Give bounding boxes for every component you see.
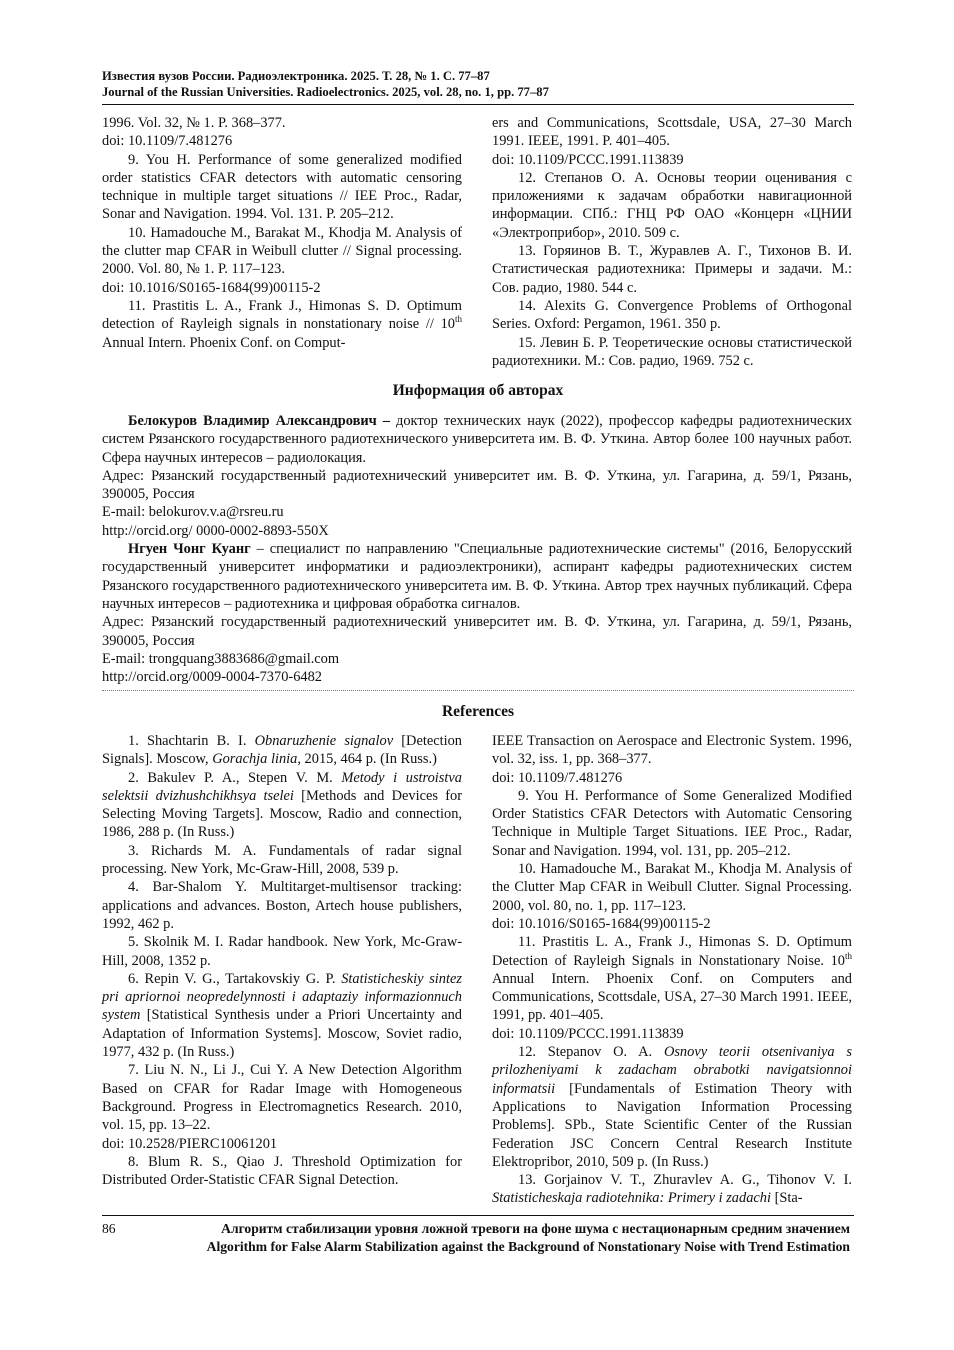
footer-rule xyxy=(102,1215,854,1216)
en-ref-8-continuation: IEEE Transaction on Aerospace and Electronic System. 1996, vol. 32, iss. 1, pp. 368–377. xyxy=(492,733,852,768)
ru-references-right-column xyxy=(492,114,852,370)
en-ref-1-authors: 1. Shachtarin B. I. xyxy=(128,733,255,749)
en-ref-8: 8. Blum R. S., Qiao J. Threshold Optimization for Distributed Order-Statistic CFAR Signal Detection. xyxy=(102,1153,462,1189)
ru-ref-11-doi: doi: 10.1109/PCCC.1991.113839 xyxy=(492,151,684,168)
en-ref-2-authors: 2. Bakulev P. A., Stepen V. M. xyxy=(128,769,342,786)
journal-header-en: Journal of the Russian Universities. Radioelectronics. 2025, vol. 28, no. 1, pp. 77–87 xyxy=(102,85,549,99)
en-ref-10-doi: doi: 10.1016/S0165-1684(99)00115-2 xyxy=(492,915,711,932)
en-ref-6-authors: 6. Repin V. G., Tartakovskiy G. P. xyxy=(128,970,342,987)
en-ref-11 xyxy=(492,933,852,1024)
en-ref-1-title: Obnaruzhenie signalov xyxy=(254,733,394,749)
en-ref-10: 10. Hamadouche M., Barakat M., Khodja M. Analysis of the Clutter Map CFAR in Weibull Clutter. Signal Processing. 2000, vol. 80, no. 1, pp. 117–123. xyxy=(492,861,852,914)
header-rule xyxy=(102,104,854,105)
ru-ref-10-doi: doi: 10.1016/S0165-1684(99)00115-2 xyxy=(102,279,321,296)
en-ref-13 xyxy=(492,1171,852,1208)
ru-ref-14: 14. Alexits G. Convergence Problems of Orthogonal Series. Oxford: Pergamon, 1961. 350 p. xyxy=(492,297,852,333)
ru-ref-9: 9. You H. Performance of some generalized modified order statistics CFAR detectors with automatic censoring technique in multiple target situations // IEE Proc., Radar, Sonar and Navigation. 1994. Vol. 131. P. 205–212. xyxy=(102,151,462,223)
ru-ref-15: 15. Левин Б. Р. Теоретические основы статистической радиотехники. М.: Сов. радио, 1969. 752 с. xyxy=(492,334,852,369)
en-ref-9: 9. You H. Performance of Some Generalized Modified Order Statistics CFAR Detectors with Automatic Censoring Technique in Multiple Target Situations. IEE Proc., Radar, Sonar and Navigation. 1994, vol. 131, pp. 205–212. xyxy=(492,787,852,859)
ru-ref-12: 12. Степанов О. А. Основы теории оценивания с приложениями к задачам обработки навигационной информации. СПб.: ГНЦ РФ ОАО «Концерн «ЦНИИ «Электроприбор», 2010. 509 с. xyxy=(492,169,852,241)
author-2-bio-text: – специалист по направлению "Специальные радиотехнические системы" (2016, Белорусский государственный университет информатики и радиоэлектроники), аспирант кафедры радиотехнических систем Рязанского государственного радиотехнического университета им. В. Ф. Уткина. Автор трех научных публикаций. Сфера научных интересов – радиотехника и цифровая обработка сигналов. xyxy=(102,541,852,612)
author-2-email: E-mail: trongquang3883686@gmail.com xyxy=(102,650,340,667)
en-references-right-column xyxy=(492,732,852,1208)
authors-section-title: Информация об авторах xyxy=(392,382,564,399)
author-2-name: Нгуен Чонг Куанг xyxy=(128,541,251,558)
en-ref-4: 4. Bar-Shalom Y. Multitarget-multisensor tracking: applications and advances. Boston, Artech house publishers, 1992, 462 p. xyxy=(102,879,462,932)
ru-ref-13: 13. Горяинов В. Т., Журавлев А. Г., Тихонов В. И. Статистическая радиотехника: Примеры и задачи. М.: Сов. радио, 1980. 544 с. xyxy=(492,243,852,296)
en-ref-2 xyxy=(102,769,462,842)
section-divider xyxy=(102,690,854,691)
en-ref-12-title: Osnovy teorii otsenivaniya s prilozheniyami k zadacham obrabotki navigatsionnoi informatsii xyxy=(492,1044,853,1097)
author-1-bio-text: доктор технических наук (2022), профессор кафедры радиотехнических систем Рязанского государственного радиотехнического университета им. В. Ф. Уткина. Автор более 100 научных работ. Сфера научных интересов – радиолокация. xyxy=(102,413,852,466)
ru-references-left-column xyxy=(102,114,462,352)
en-ref-13-title: Statisticheskaja radiotehnika: Primery i zadachi xyxy=(492,1190,771,1207)
author-2-address: Адрес: Рязанский государственный радиотехнический университет им. В. Ф. Уткина, ул. Гагарина, д. 59/1, Рязань, 390005, Россия xyxy=(102,614,852,649)
en-ref-6-title: Statisticheskiy sintez pri apriornoi neopredelynnosti i adaptaziy informazionnuch system xyxy=(102,970,462,1024)
ru-ref-11-text-end: Annual Intern. Phoenix Conf. on Comput- xyxy=(102,334,346,351)
en-references-left-column xyxy=(102,732,462,1189)
en-ref-13-authors: 13. Gorjainov V. T., Zhuravlev A. G., Tihonov V. I. xyxy=(518,1172,852,1189)
journal-header-ru: Известия вузов России. Радиоэлектроника. 2025. Т. 28, № 1. С. 77–87 xyxy=(102,69,490,83)
en-ref-1 xyxy=(102,732,462,769)
en-ref-5: 5. Skolnik M. I. Radar handbook. New York, Mc-Graw-Hill, 2008, 1352 p. xyxy=(102,934,462,969)
ru-ref-10: 10. Hamadouche M., Barakat M., Khodja M. Analysis of the clutter map CFAR in Weibull clutter // Signal processing. 2000. Vol. 80, № 1. P. 117–123. xyxy=(102,224,462,278)
en-ref-6-tail: [Statistical Synthesis under a Priori Uncertainty and Adaptation of Information Systems]. Moscow, Soviet radio, 1977, 432 p. (In Russ.) xyxy=(102,1007,462,1061)
journal-header xyxy=(102,68,854,100)
footer-title-en: Algorithm for False Alarm Stabilization against the Background of Nonstationary Noise with Trend Estimation xyxy=(206,1239,850,1254)
en-ref-2-tail: [Methods and Devices for Selecting Moving Targets]. Moscow, Radio and connection, 1986, 288 p. (In Russ.) xyxy=(102,787,462,841)
author-2-bio xyxy=(102,540,852,613)
ru-ref-8-continuation: 1996. Vol. 32, № 1. P. 368–377. xyxy=(102,115,286,131)
en-ref-3: 3. Richards M. A. Fundamentals of radar signal processing. New York, Mc-Graw-Hill, 2008, 539 p. xyxy=(102,842,462,878)
en-ref-12-authors: 12. Stepanov O. A. xyxy=(518,1044,664,1061)
author-1-bio xyxy=(102,412,852,467)
author-1-email: E-mail: belokurov.v.a@rsreu.ru xyxy=(102,504,284,521)
author-2-orcid: http://orcid.org/0009-0004-7370-6482 xyxy=(102,669,322,686)
ru-ref-11-text: 11. Prastitis L. A., Frank J., Himonas S. D. Optimum detection of Rayleigh signals in nonstationary noise // 10 xyxy=(102,297,462,333)
en-ref-12-tail: [Fundamentals of Estimation Theory with Applications to Navigation Information Processing Problems]. SPb., State Scientific Center of the Russian Federation JSC Concern Central Research Institute Elektropribor, 2010, 509 p. (In Russ.) xyxy=(492,1080,852,1170)
en-ref-1-translation: [Detection Signals]. Moscow, xyxy=(102,733,462,768)
author-1-orcid: http://orcid.org/ 0000-0002-8893-550X xyxy=(102,522,329,539)
en-ref-2-title: Metody i ustroistva selektsii dvizhushchikhsya tselei xyxy=(102,769,462,804)
page-number: 86 xyxy=(102,1221,116,1236)
en-ref-8-doi: doi: 10.1109/7.481276 xyxy=(492,769,623,786)
en-ref-11-sup: th xyxy=(844,950,852,961)
author-1-name: Белокуров Владимир Александрович – xyxy=(128,413,391,429)
en-ref-6 xyxy=(102,970,462,1061)
footer-title-ru: Алгоритм стабилизации уровня ложной тревоги на фоне шума с нестационарным средним значением xyxy=(221,1221,850,1236)
authors-info xyxy=(102,412,852,686)
en-ref-11-doi: doi: 10.1109/PCCC.1991.113839 xyxy=(492,1025,684,1042)
ru-ref-11-sup: th xyxy=(454,314,462,325)
references-title: References xyxy=(441,703,514,720)
ru-ref-11-continuation: ers and Communications, Scottsdale, USA, 27–30 March 1991. IEEE, 1991. P. 401–405. xyxy=(492,115,852,150)
en-ref-1-publisher: Gorachja linia xyxy=(212,751,298,768)
en-ref-11-text-end: Annual Intern. Phoenix Conf. on Computers and Communications, Scottsdale, USA, 27–30 March 1991. IEEE, 1991, pp. 401–405. xyxy=(492,970,852,1024)
en-ref-11-text: 11. Prastitis L. A., Frank J., Himonas S. D. Optimum Detection of Rayleigh Signals in Nonstationary Noise. 10 xyxy=(492,934,852,969)
ru-ref-8-doi: doi: 10.1109/7.481276 xyxy=(102,133,233,150)
ru-ref-11 xyxy=(102,297,462,352)
author-1-address: Адрес: Рязанский государственный радиотехнический университет им. В. Ф. Уткина, ул. Гагарина, д. 59/1, Рязань, 390005, Россия xyxy=(102,467,852,503)
en-ref-12 xyxy=(492,1043,852,1171)
en-ref-7: 7. Liu N. N., Li J., Cui Y. A New Detection Algorithm Based on CFAR for Radar Image with Homogeneous Background. Progress in Electromagnetics Research. 2010, vol. 15, pp. 13–22. xyxy=(102,1062,462,1134)
en-ref-13-tail: [Sta- xyxy=(770,1190,803,1207)
en-ref-7-doi: doi: 10.2528/PIERC10061201 xyxy=(102,1135,278,1152)
en-ref-1-tail: , 2015, 464 p. (In Russ.) xyxy=(297,751,437,768)
